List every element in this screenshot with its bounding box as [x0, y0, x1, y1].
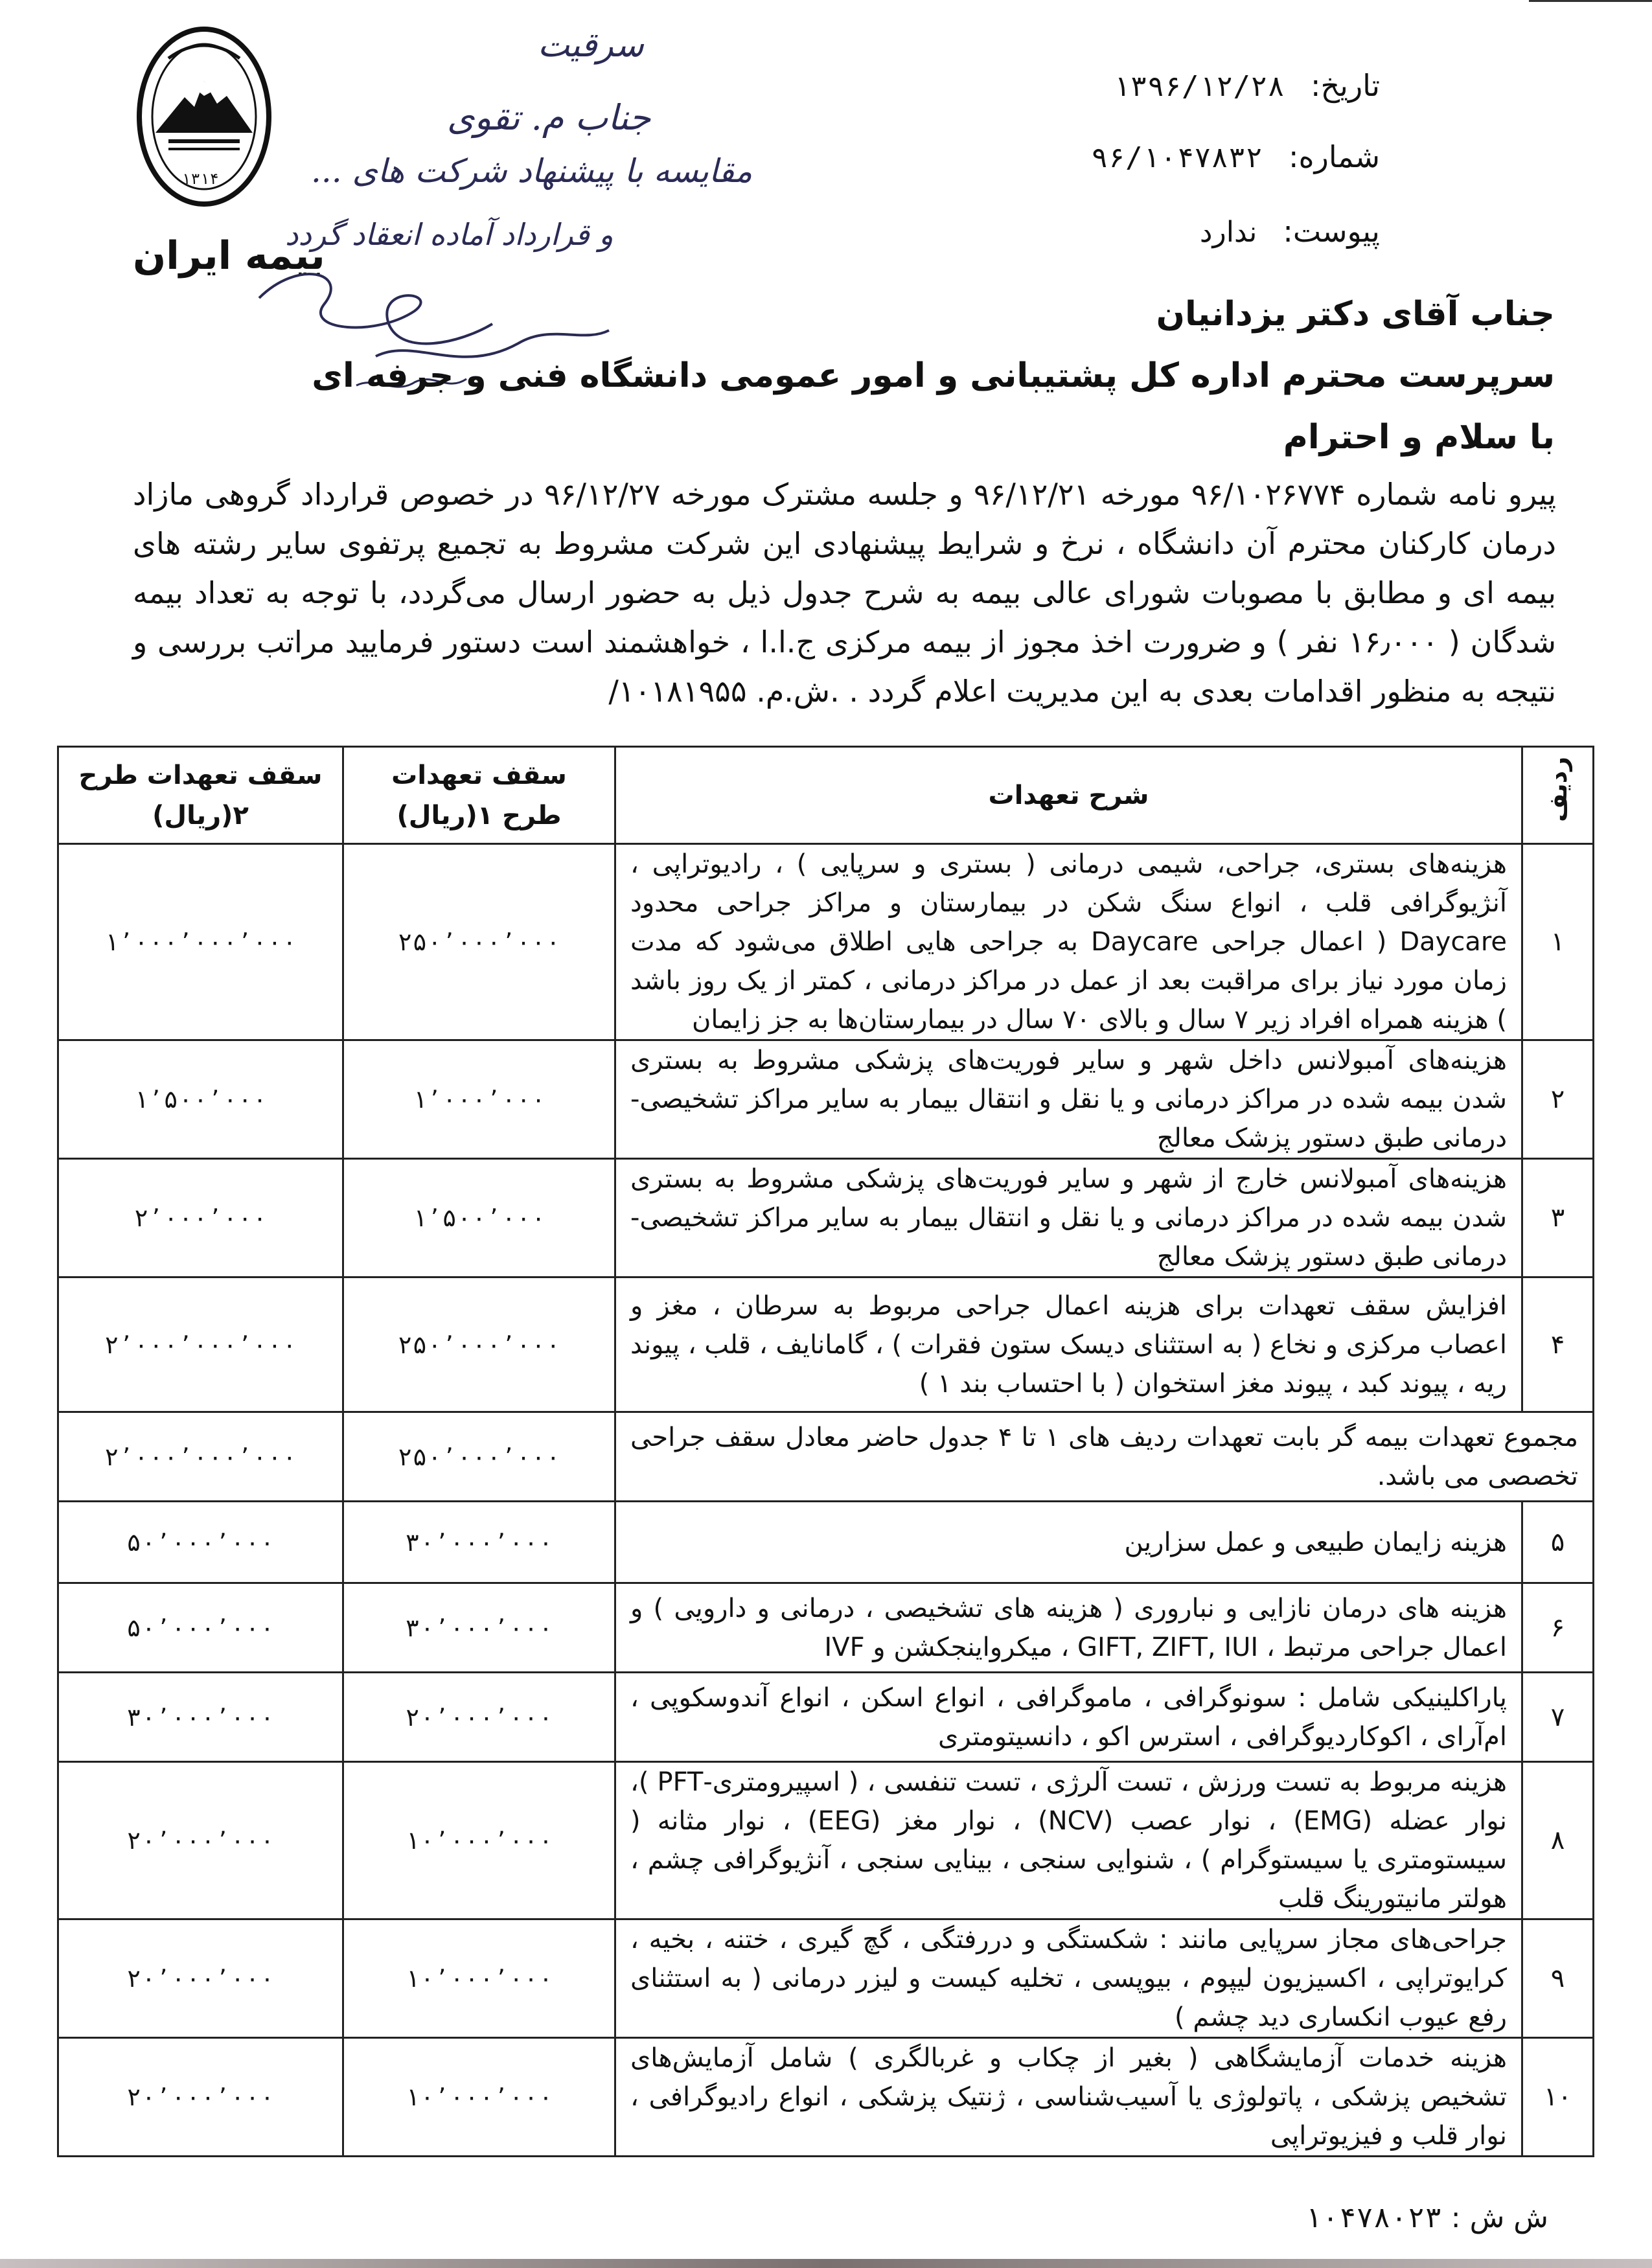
row-plan-1: ۲۰٬۰۰۰٬۰۰۰ — [343, 1673, 615, 1762]
table-row — [58, 844, 1594, 1040]
table-row — [58, 1277, 1594, 1412]
header-description: شرح تعهدات — [615, 747, 1522, 844]
row-plan-1: ۱۰٬۰۰۰٬۰۰۰ — [343, 1919, 615, 2038]
row-index: ۱ — [1522, 844, 1594, 1040]
row-description: هزینه‌های بستری، جراحی، شیمی درمانی ( بستری و سرپایی ) ، رادیوتراپی ، آنژیوگرافی قلب ، انواع سنگ شکن در بیمارستان و مراکز جراحی محدود Daycare ( اعمال جراحی Daycare به جراحی هایی اطلاق می‌شود که مدت زمان مورد نیاز برای مراقبت بعد از عمل در مراکز درمانی ، کمتر از یک روز باشد ) هزینه همراه افراد زیر ۷ سال و بالای ۷۰ سال در بیمارستان‌ها به جز زایمان — [615, 844, 1522, 1040]
table-row — [58, 2038, 1594, 2157]
summary-plan-2: ۲٬۰۰۰٬۰۰۰٬۰۰۰ — [58, 1412, 343, 1502]
attachment-label: پیوست: — [1283, 214, 1380, 249]
row-plan-1: ۱٬۵۰۰٬۰۰۰ — [343, 1159, 615, 1277]
row-index: ۶ — [1522, 1583, 1594, 1673]
header-row-number: ردیف — [1522, 747, 1594, 844]
row-description: هزینه های درمان نازایی و نباروری ( هزینه های تشخیصی ، درمانی و دارویی ) و اعمال جراحی مرتبط ، GIFT, ZIFT, IUI ، میکرواینجکشن و IVF — [615, 1583, 1522, 1673]
attachment-row — [1200, 214, 1380, 249]
table-row — [58, 1502, 1594, 1583]
table-header-row — [58, 747, 1594, 844]
letter-body: پیرو نامه شماره ۹۶/۱۰۲۶۷۷۴ مورخه ۹۶/۱۲/۲۱ و جلسه مشترک مورخه ۹۶/۱۲/۲۷ در خصوص قرارداد گروهی مازاد درمان کارکنان محترم آن دانشگاه ، نرخ و شرایط پیشنهادی این شرکت مشروط به تجمیع پرتفوی سایر رشته های بیمه ای و مطابق با مصوبات شورای عالی بیمه به شرح جدول ذیل به حضور ارسال می‌گردد، با توجه به تعداد بیمه شدگان ( ۱۶٫۰۰۰ نفر ) و ضرورت اخذ مجوز از بیمه مرکزی ج.ا.ا ، خواهشمند است دستور فرمایید مراتب بررسی و نتیجه به منظور اقدامات بعدی به این مدیریت اعلام گردد . .ش.م. ۱۰۱۸۱۹۵۵/ — [133, 477, 1557, 709]
row-index: ۵ — [1522, 1502, 1594, 1583]
row-description: پاراکلینیکی شامل : سونوگرافی ، ماموگرافی ، انواع اسکن ، انواع آندوسکوپی ، ام‌آر‌ای ، اکوکاردیوگرافی ، استرس اکو ، دانسیتومتری — [615, 1673, 1522, 1762]
attachment-value: ندارد — [1199, 216, 1257, 249]
row-index: ۷ — [1522, 1673, 1594, 1762]
row-description: افزایش سقف تعهدات برای هزینه اعمال جراحی مربوط به سرطان ، مغز و اعصاب مرکزی و نخاع ( به استثنای دیسک ستون فقرات ) ، گامانایف ، قلب ، پیوند ریه ، پیوند کبد ، پیوند مغز استخوان ( با احتساب بند ۱ ) — [615, 1277, 1522, 1412]
row-plan-2: ۵۰٬۰۰۰٬۰۰۰ — [58, 1502, 343, 1583]
row-plan-2: ۲٬۰۰۰٬۰۰۰ — [58, 1159, 343, 1277]
row-plan-2: ۲٬۰۰۰٬۰۰۰٬۰۰۰ — [58, 1277, 343, 1412]
handwriting-line-3: مقایسه با پیشنهاد شرکت های ... — [311, 152, 753, 190]
row-plan-1: ۱۰٬۰۰۰٬۰۰۰ — [343, 2038, 615, 2157]
row-description: هزینه‌های آمبولانس داخل شهر و سایر فوریت‌های پزشکی مشروط به بستری شدن بیمه شده در مراکز درمانی و یا نقل و انتقال بیمار به سایر مراکز تشخیصی-درمانی طبق دستور پزشک معالج — [615, 1040, 1522, 1159]
row-index: ۳ — [1522, 1159, 1594, 1277]
coverage-table — [57, 746, 1594, 2157]
number-row — [1091, 139, 1380, 174]
footer-reference — [1305, 2201, 1548, 2234]
table-row — [58, 1673, 1594, 1762]
row-plan-1: ۱٬۰۰۰٬۰۰۰ — [343, 1040, 615, 1159]
header-plan-1: سقف تعهدات طرح ۱(ریال) — [343, 747, 615, 844]
row-description: هزینه مربوط به تست ورزش ، تست آلرژی ، تست تنفسی ، ( اسپیرومتری-PFT )، نوار عضله (EMG) ، نوار عصب (NCV) ، نوار مغز (EEG) ، نوار مثانه ( سیستومتری یا سیستوگرام ) ، شنوایی سنجی ، بینایی سنجی ، آنژیوگرافی چشم ، هولتر مانیتورینگ قلب — [615, 1762, 1522, 1919]
date-value: ۱۳۹۶/۱۲/۲۸ — [1113, 70, 1285, 103]
handwriting-line-2: جناب م. تقوی — [447, 97, 651, 138]
row-index: ۹ — [1522, 1919, 1594, 2038]
table-row — [58, 1040, 1594, 1159]
bottom-scan-strip — [0, 2259, 1652, 2268]
row-plan-1: ۲۵۰٬۰۰۰٬۰۰۰ — [343, 844, 615, 1040]
table-row — [58, 1919, 1594, 2038]
row-plan-2: ۵۰٬۰۰۰٬۰۰۰ — [58, 1583, 343, 1673]
row-description: هزینه زایمان طبیعی و عمل سزارین — [615, 1502, 1522, 1583]
row-plan-2: ۱٬۵۰۰٬۰۰۰ — [58, 1040, 343, 1159]
summary-description: مجموع تعهدات بیمه گر بابت تعهدات ردیف های ۱ تا ۴ جدول حاضر معادل سقف جراحی تخصصی می باشد. — [615, 1412, 1594, 1502]
row-description: هزینه‌های آمبولانس خارج از شهر و سایر فوریت‌های پزشکی مشروط به بستری شدن بیمه شده در مراکز درمانی و یا نقل و انتقال بیمار به سایر مراکز تشخیصی-درمانی طبق دستور پزشک معالج — [615, 1159, 1522, 1277]
row-plan-2: ۱٬۰۰۰٬۰۰۰٬۰۰۰ — [58, 844, 343, 1040]
table-row — [58, 1159, 1594, 1277]
number-value: ۹۶/۱۰۴۷۸۳۲ — [1091, 141, 1263, 174]
row-plan-1: ۱۰٬۰۰۰٬۰۰۰ — [343, 1762, 615, 1919]
bimeh-iran-logo — [130, 19, 279, 227]
logo-name: بیمه ایران — [133, 233, 325, 279]
row-index: ۸ — [1522, 1762, 1594, 1919]
row-index: ۱۰ — [1522, 2038, 1594, 2157]
handwriting-line-4: و قرارداد آماده انعقاد گردد — [285, 217, 614, 252]
footer-label: ش ش : — [1451, 2201, 1548, 2234]
date-label: تاریخ: — [1310, 68, 1380, 103]
table-summary-row — [58, 1412, 1594, 1502]
row-description: جراحی‌های مجاز سرپایی مانند : شکستگی و دررفتگی ، گچ گیری ، ختنه ، بخیه ، کرایوتراپی ، اکسیزیون لیپوم ، بیوپسی ، تخلیه کیست و لیزر درمانی ( به استثنای رفع عیوب انکساری دید چشم ) — [615, 1919, 1522, 2038]
row-plan-2: ۲۰٬۰۰۰٬۰۰۰ — [58, 1919, 343, 2038]
number-label: شماره: — [1289, 139, 1380, 174]
top-edge-line — [1529, 0, 1652, 2]
header-plan-2: سقف تعهدات طرح ۲(ریال) — [58, 747, 343, 844]
row-plan-1: ۲۵۰٬۰۰۰٬۰۰۰ — [343, 1277, 615, 1412]
row-plan-2: ۲۰٬۰۰۰٬۰۰۰ — [58, 2038, 343, 2157]
row-plan-1: ۳۰٬۰۰۰٬۰۰۰ — [343, 1583, 615, 1673]
table-row — [58, 1762, 1594, 1919]
row-index: ۴ — [1522, 1277, 1594, 1412]
footer-value: ۱۰۴۷۸۰۲۳ — [1304, 2201, 1442, 2234]
row-plan-2: ۲۰٬۰۰۰٬۰۰۰ — [58, 1762, 343, 1919]
logo-year: ۱۳۱۴ — [181, 170, 219, 188]
row-description: هزینه خدمات آزمایشگاهی ( بغیر از چکاب و غربالگری ) شامل آزمایش‌های تشخیص پزشکی ، پاتولوژی یا آسیب‌شناسی ، ژنتیک پزشکی ، انواع رادیوگرافی ، نوار قلب و فیزیوتراپی — [615, 2038, 1522, 2157]
row-index: ۲ — [1522, 1040, 1594, 1159]
greeting: با سلام و احترام — [1283, 418, 1555, 457]
date-row — [1113, 68, 1380, 103]
row-plan-1: ۳۰٬۰۰۰٬۰۰۰ — [343, 1502, 615, 1583]
table-row — [58, 1583, 1594, 1673]
recipient-name: جناب آقای دکتر یزدانیان — [1156, 295, 1555, 334]
row-plan-2: ۳۰٬۰۰۰٬۰۰۰ — [58, 1673, 343, 1762]
summary-plan-1: ۲۵۰٬۰۰۰٬۰۰۰ — [343, 1412, 615, 1502]
recipient-title: سرپرست محترم اداره کل پشتیبانی و امور عمومی دانشگاه فنی و جرفه ای — [312, 356, 1555, 395]
handwriting-line-1: سرقیت — [538, 26, 644, 65]
